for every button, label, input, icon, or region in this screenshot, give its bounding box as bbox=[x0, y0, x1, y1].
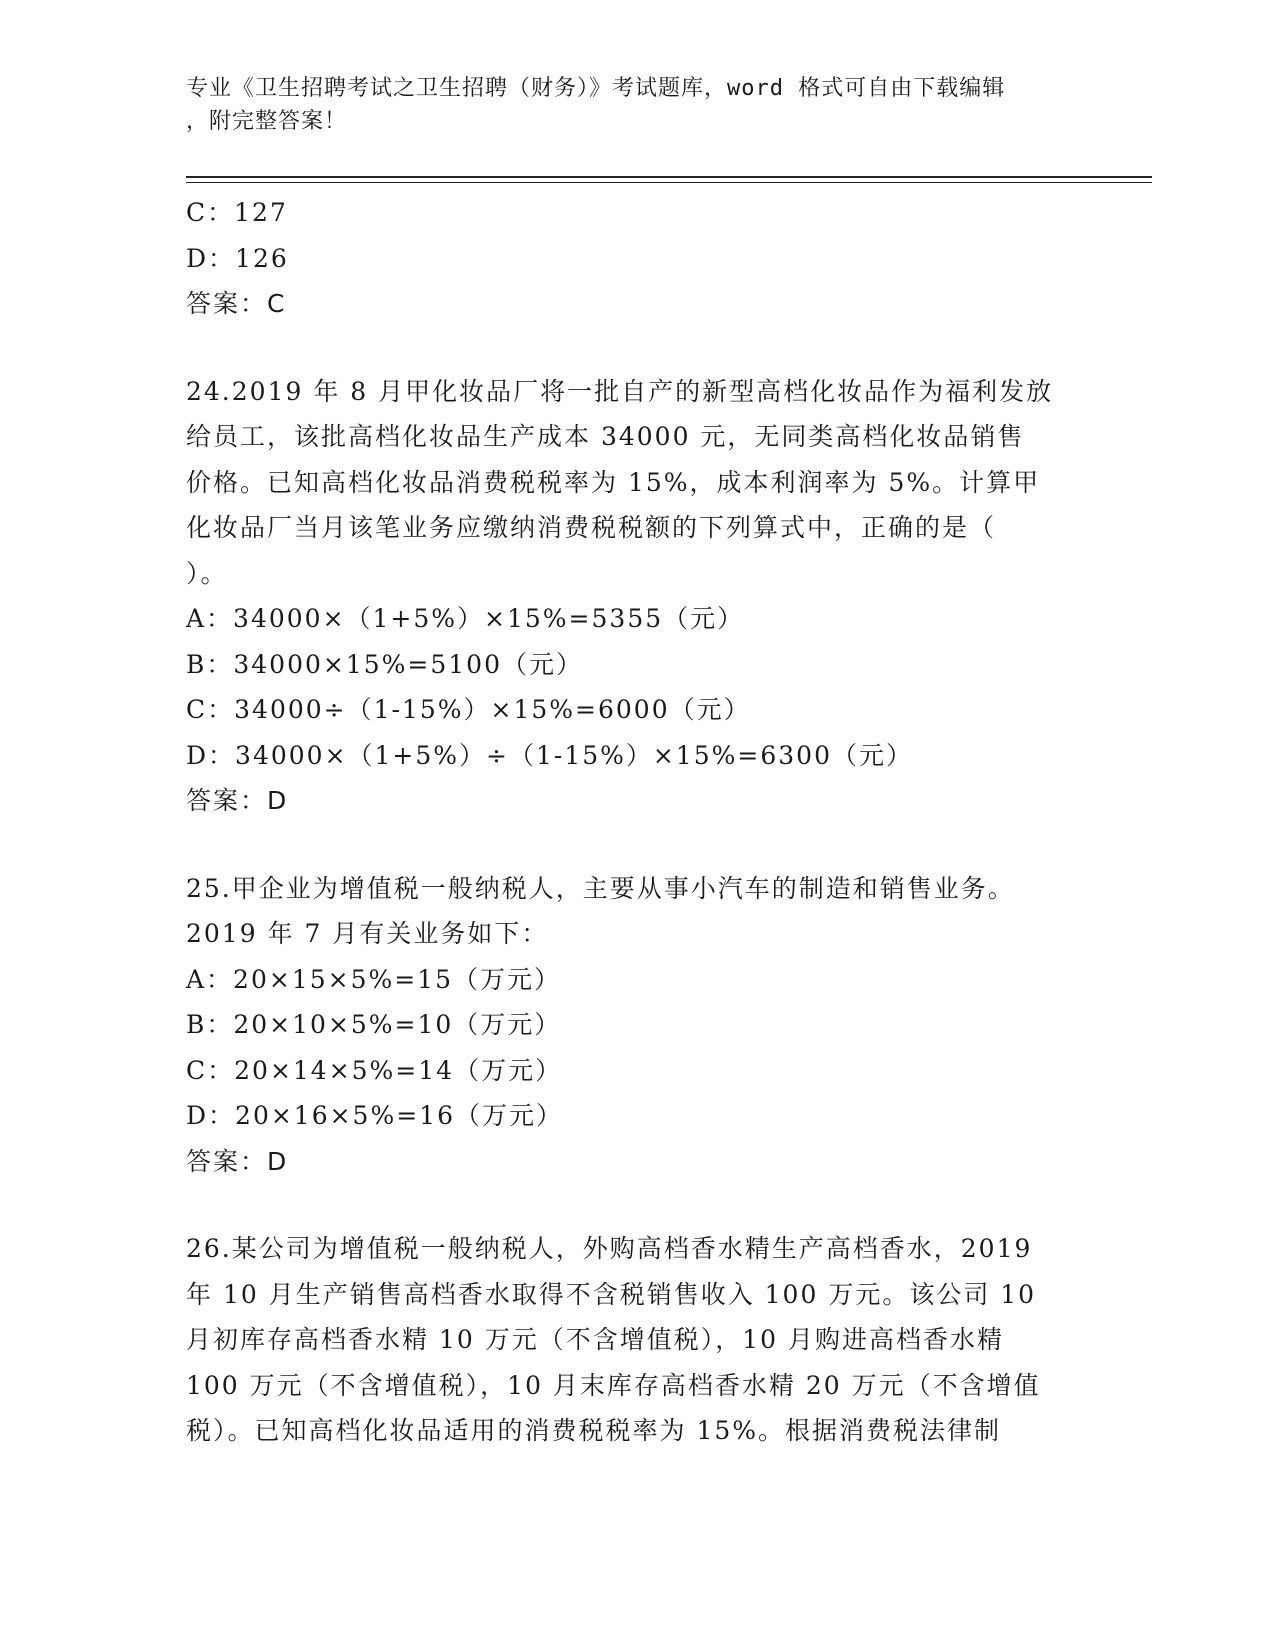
header-divider-thin bbox=[186, 182, 1152, 183]
header-line-1: 专业《卫生招聘考试之卫生招聘（财务）》考试题库，word 格式可自由下载编辑 bbox=[186, 76, 1006, 101]
question-stem-line: 给员工，该批高档化妆品生产成本 34000 元，无同类高档化妆品销售 bbox=[186, 422, 1025, 451]
question-stem-line: 税）。已知高档化妆品适用的消费税税率为 15%。根据消费税法律制 bbox=[186, 1416, 1002, 1445]
spacer bbox=[186, 824, 1091, 866]
question-stem-line: ）。 bbox=[186, 558, 228, 588]
answer: 答案：D bbox=[186, 1146, 289, 1176]
option-c: C：34000÷（1-15%）×15%=6000（元） bbox=[186, 695, 751, 724]
question-stem-line: 2019 年 7 月有关业务如下： bbox=[186, 919, 549, 948]
document-header bbox=[186, 72, 1066, 138]
option-a: A：34000×（1+5%）×15%=5355（元） bbox=[186, 604, 745, 633]
question-23 bbox=[186, 190, 1091, 327]
question-26 bbox=[186, 1226, 1091, 1454]
question-stem-line: 25.甲企业为增值税一般纳税人，主要从事小汽车的制造和销售业务。 bbox=[186, 873, 1015, 903]
header-line-2: ，附完整答案！ bbox=[186, 109, 348, 134]
question-stem-line: 月初库存高档香水精 10 万元（不含增值税），10 月购进高档香水精 bbox=[186, 1325, 1004, 1354]
question-stem-line: 26.某公司为增值税一般纳税人，外购高档香水精生产高档香水，2019 bbox=[186, 1234, 1033, 1263]
option-b: B：34000×15%=5100（元） bbox=[186, 649, 583, 679]
option-d: D：20×16×5%=16（万元） bbox=[186, 1101, 563, 1130]
option-d: D：34000×（1+5%）÷（1-15%）×15%=6300（元） bbox=[186, 740, 913, 770]
question-stem-line: 24.2019 年 8 月甲化妆品厂将一批自产的新型高档化妆品作为福利发放 bbox=[186, 376, 1054, 406]
question-stem-line: 价格。已知高档化妆品消费税税率为 15%，成本利润率为 5%。计算甲 bbox=[186, 467, 1041, 497]
spacer bbox=[186, 327, 1091, 369]
question-content bbox=[186, 190, 1091, 1454]
question-stem-line: 年 10 月生产销售高档香水取得不含税销售收入 100 万元。该公司 10 bbox=[186, 1279, 1037, 1309]
answer: 答案：D bbox=[186, 786, 289, 815]
option-c: C：127 bbox=[186, 198, 288, 227]
option-b: B：20×10×5%=10（万元） bbox=[186, 1010, 562, 1039]
question-stem-line: 化妆品厂当月该笔业务应缴纳消费税税额的下列算式中，正确的是（ bbox=[186, 513, 997, 542]
question-24 bbox=[186, 369, 1091, 824]
spacer bbox=[186, 1184, 1091, 1226]
header-divider-thick bbox=[186, 176, 1152, 178]
option-c: C：20×14×5%=14（万元） bbox=[186, 1055, 563, 1085]
question-25 bbox=[186, 866, 1091, 1185]
answer: 答案：C bbox=[186, 289, 287, 318]
option-d: D：126 bbox=[186, 243, 289, 273]
question-stem-line: 100 万元（不含增值税），10 月末库存高档香水精 20 万元（不含增值 bbox=[186, 1370, 1041, 1400]
option-a: A：20×15×5%=15（万元） bbox=[186, 964, 561, 994]
